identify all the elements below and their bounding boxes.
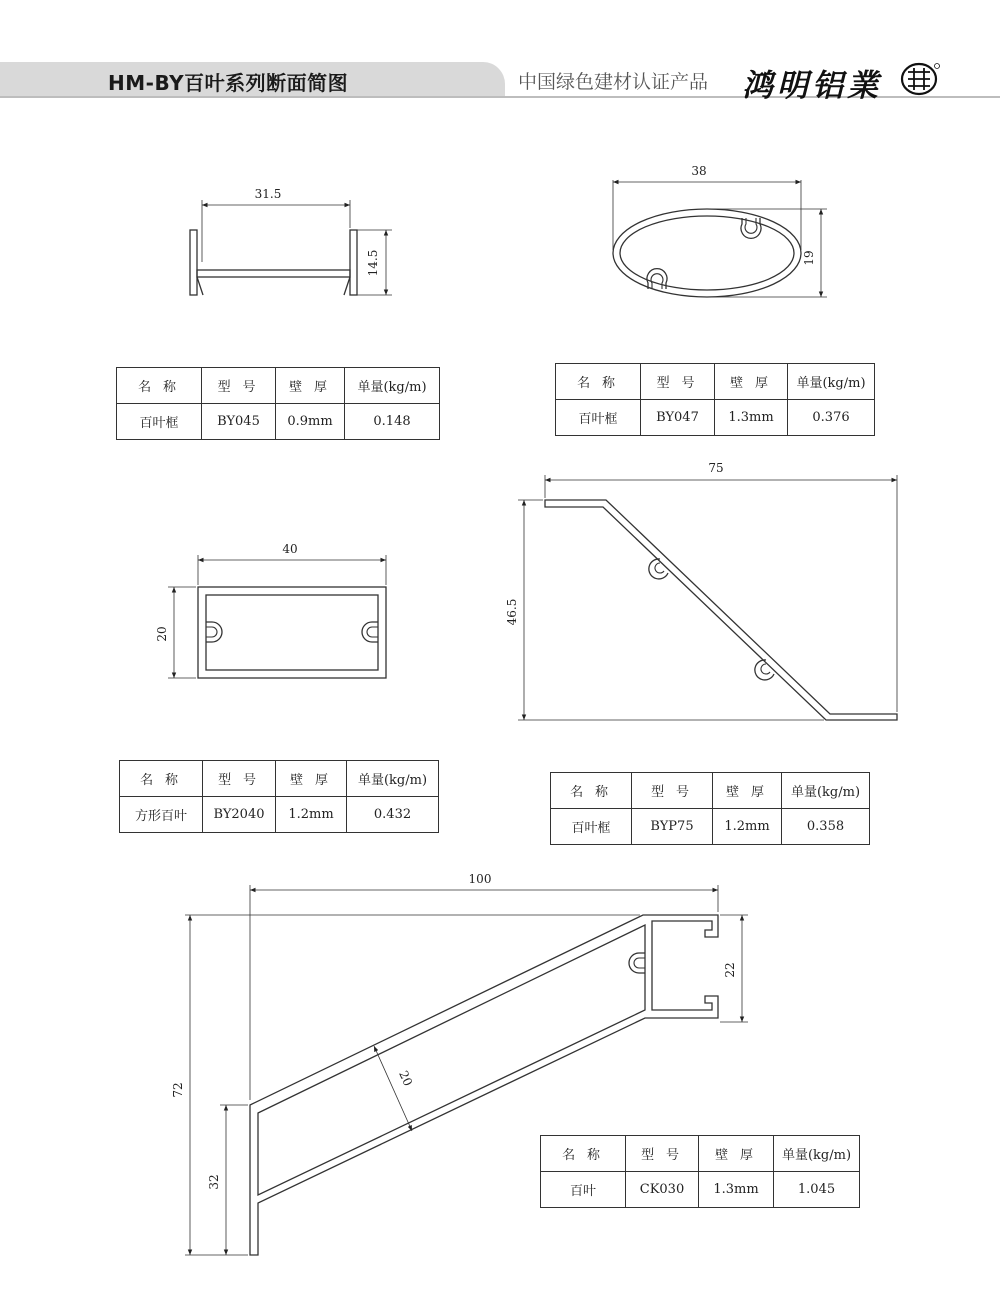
cell-weight: 0.432 [347,797,439,833]
header-thickness: 壁 厚 [715,364,788,400]
spec-table-by047 [555,363,875,436]
spec-table-byp75 [550,772,870,845]
cell-thickness: 1.2mm [276,797,347,833]
certification-label: 中国绿色建材认证产品 [518,71,709,93]
header-model: 型 号 [626,1136,699,1172]
spec-table-ck030 [540,1135,860,1208]
header-thickness: 壁 厚 [713,773,782,809]
spec-table-by045 [116,367,440,440]
header-weight: 单量(kg/m) [774,1136,860,1172]
header-model: 型 号 [641,364,715,400]
header-thickness: 壁 厚 [276,368,345,404]
cell-thickness: 1.3mm [715,400,788,436]
page-title: HM-BY百叶系列断面简图 [108,71,349,95]
header-weight: 单量(kg/m) [782,773,870,809]
dim-by2040-width: 40 [282,542,298,556]
header-model: 型 号 [632,773,713,809]
header-name: 名 称 [117,368,202,404]
cell-weight: 0.148 [345,404,440,440]
profile-by2040-drawing [155,542,386,678]
brand-name: 鸿明铝業 [742,68,882,104]
header-thickness: 壁 厚 [276,761,347,797]
profile-by047-drawing [613,164,827,297]
cell-thickness: 1.3mm [699,1172,774,1208]
header-name: 名 称 [556,364,641,400]
header-weight: 单量(kg/m) [788,364,875,400]
cell-model: BY2040 [203,797,276,833]
dim-ck030-base: 32 [207,1174,221,1190]
dim-by2040-height: 20 [155,626,169,642]
cell-model: CK030 [626,1172,699,1208]
dim-ck030-diagonal: 20 [396,1068,416,1089]
cell-model: BY047 [641,400,715,436]
profile-byp75-drawing [505,461,897,720]
cell-model: BYP75 [632,809,713,845]
cell-name: 百叶框 [556,400,641,436]
header-model: 型 号 [202,368,276,404]
cell-name: 百叶框 [551,809,632,845]
cell-name: 方形百叶 [120,797,203,833]
header-name: 名 称 [541,1136,626,1172]
cell-model: BY045 [202,404,276,440]
cell-thickness: 1.2mm [713,809,782,845]
header-weight: 单量(kg/m) [345,368,440,404]
dim-ck030-height: 72 [171,1082,185,1098]
dim-byp75-width: 75 [708,461,724,475]
header-name: 名 称 [551,773,632,809]
dim-byp75-height: 46.5 [505,598,519,626]
dim-ck030-depth: 22 [723,962,737,978]
cell-name: 百叶框 [117,404,202,440]
cell-name: 百叶 [541,1172,626,1208]
header-thickness: 壁 厚 [699,1136,774,1172]
spec-table-by2040 [119,760,439,833]
dim-by045-height: 14.5 [366,249,380,277]
dim-by045-width: 31.5 [254,187,282,201]
cell-weight: 0.376 [788,400,875,436]
dim-ck030-width: 100 [468,872,492,886]
cell-thickness: 0.9mm [276,404,345,440]
cell-weight: 0.358 [782,809,870,845]
header-name: 名 称 [120,761,203,797]
dim-by047-height: 19 [802,250,816,266]
header-model: 型 号 [203,761,276,797]
dim-by047-width: 38 [691,164,707,178]
cell-weight: 1.045 [774,1172,860,1208]
profile-by045-drawing [190,187,392,295]
header-weight: 单量(kg/m) [347,761,439,797]
